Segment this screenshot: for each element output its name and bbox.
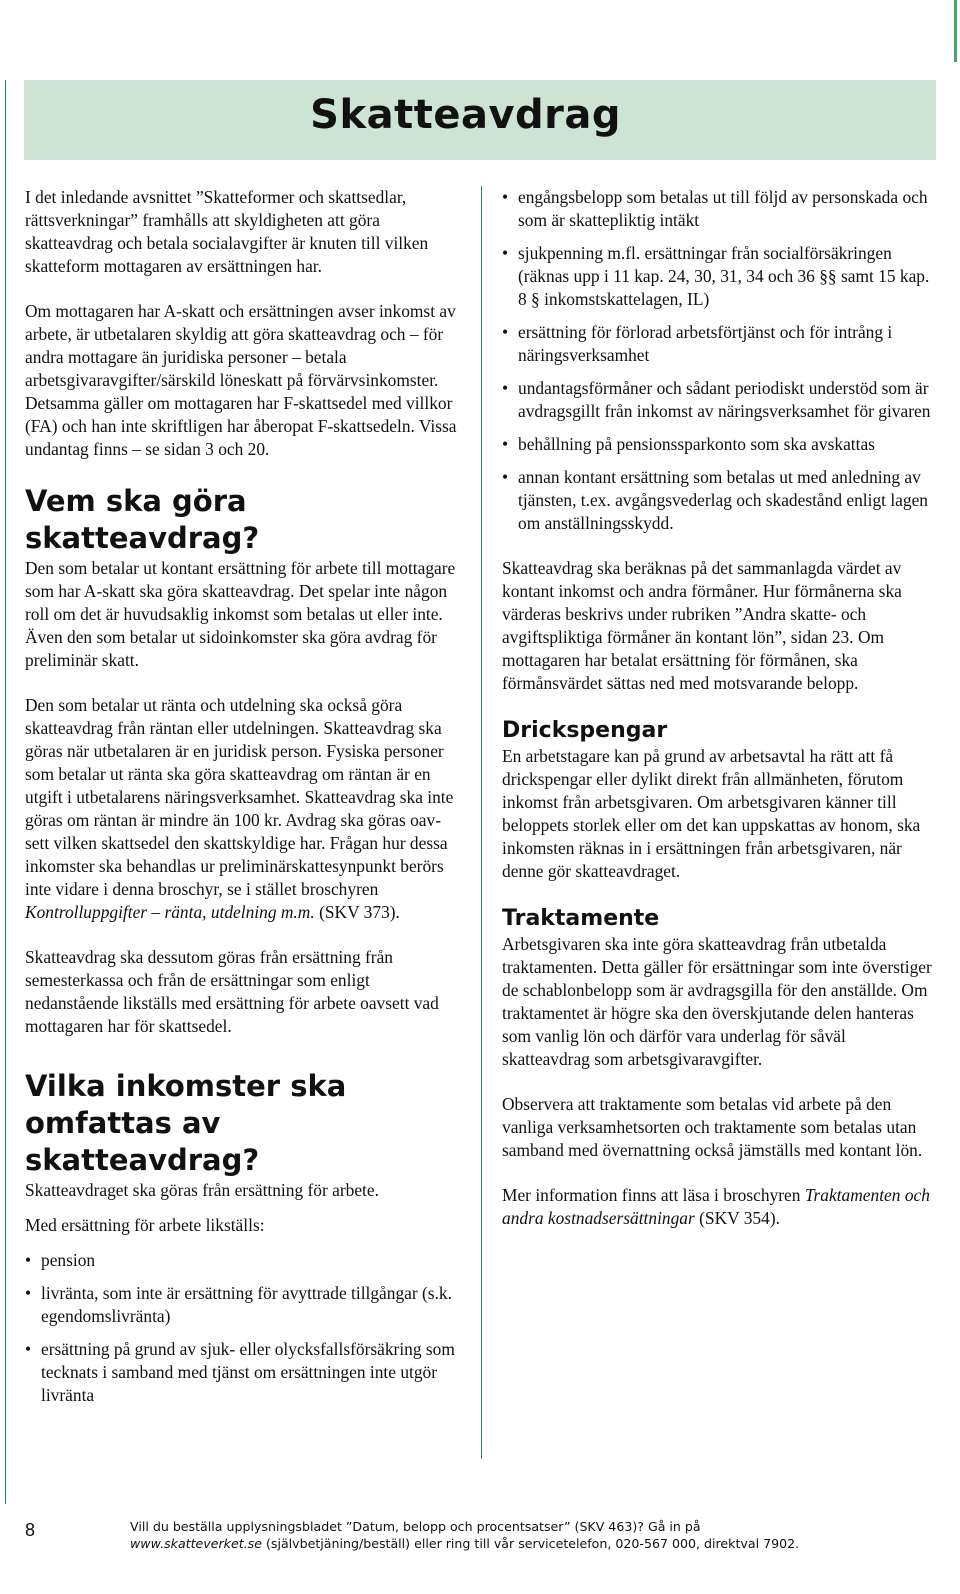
list-item: • behållning på pensionssparkonto som ska avskattas	[502, 433, 934, 456]
footer-contact-text: (självbetjäning/beställ) eller ring till vår servicetelefon, 020-567 000, direktval 7902.	[261, 1536, 800, 1551]
list-item: • engångsbelopp som betalas ut till följd av personskada och som är skattepliktig intäkt	[502, 186, 934, 232]
heading-drickspengar: Drickspengar	[502, 718, 668, 743]
likstalls-paragraph: Med ersättning för arbete likställs:	[25, 1215, 265, 1235]
list-item: • sjukpenning m.fl. ersättningar från socialförsäkringen (räknas upp i 11 kap. 24, 30, 31, 34 och 36 §§ samt 15 kap. 8 § inkomstskattelagen, IL)	[502, 242, 934, 311]
right-edge-mark	[954, 0, 957, 62]
page-title: Skatteavdrag	[310, 92, 621, 138]
list-item: • ersättning för förlorad arbetsförtjänst och för intrång i näringsverksamhet	[502, 321, 934, 367]
drickspengar-paragraph: En arbetstagare kan på grund av arbetsavtal ha rätt att få drickspengar eller dylikt direkt från allmänheten, förutom inkomst från arbetsgivaren. Om arbetsgivaren känner till beloppets storlek eller om det kan uppskattas av honom, ska inkomsten räknas in i ersättningen från arbetsgivaren, när denne gör skatteavdraget.	[502, 746, 921, 881]
left-bullet-list	[25, 1249, 459, 1407]
vilka-paragraph: Skatteavdraget ska göras från ersättning för arbete.	[25, 1180, 379, 1200]
list-item: • livränta, som inte är ersättning för avyttrade tillgångar (s.k. egendomslivränta)	[25, 1282, 459, 1328]
left-column	[25, 186, 459, 1417]
ranta-text: Den som betalar ut ränta och utdelning ska också göra skatteavdrag från räntan eller utdelningen. Skatteavdrag ska göras när utbetalaren är en juridisk person. Fysiska personer som betalar ut ränta ska göra skatteavdrag om räntan är en utgift i utbetalarens näringsverksamhet. Skatteavdrag ska inte göras om räntan är mindre än 100 kr. Avdrag ska göras oavsett vilken skattsedel den skattskyldige har. Frågan hur dessa inkomster ska behandlas ur preliminärskattesynpunkt berörs inte vidare i denna broschyr, se i stället broschyren	[25, 695, 454, 899]
left-edge-rule	[5, 80, 6, 1504]
ranta-paragraph	[25, 694, 459, 924]
column-divider	[481, 186, 482, 1459]
footer-line-1: Vill du beställa upplysningsbladet ”Datum, belopp och procentsatser” (SKV 463)? Gå in på	[130, 1519, 701, 1534]
berakning-paragraph: Skatteavdrag ska beräknas på det sammanlagda värdet av kontant inkomst och andra förmåner. Hur förmånerna ska värderas beskrivs under rubriken ”Andra skatte- och avgiftspliktiga förmåner än kontant lön”, sidan 23. Om mottagaren har betalat ersättning för förmånen, ska förmånsvärdet sättas ned med motsvarande belopp.	[502, 558, 902, 693]
mer-info-paragraph	[502, 1184, 934, 1230]
page-number: 8	[25, 1520, 36, 1540]
ranta-end: (SKV 373).	[319, 902, 400, 922]
right-bullet-list	[502, 186, 934, 535]
mer-info-text: Mer information finns att läsa i broschyren	[502, 1185, 801, 1205]
heading-traktamente: Traktamente	[502, 906, 660, 931]
heading-vilka: Vilka inkomster ska omfattas av skatteavdrag?	[25, 1069, 347, 1177]
vem-paragraph: Den som betalar ut kontant ersättning för arbete till mottagare som har A-skatt ska göra skatteavdrag. Det spelar inte någon roll om det är huvudsaklig inkomst som betalas ut eller inte. Även den som betalar ut sidoinkomster ska göra avdrag för preliminär skatt.	[25, 558, 456, 670]
observera-paragraph: Observera att traktamente som betalas vid arbete på den vanliga verksamhetsorten och traktamente som betalas utan samband med övernattning också jämställs med kontant lön.	[502, 1094, 923, 1160]
semester-paragraph: Skatteavdrag ska dessutom göras från ersättning från semesterkassa och från de ersättningar som enligt nedanstående likställs med ersättning för arbete oavsett vad mottagaren har för skattsedel.	[25, 947, 439, 1036]
list-item: • ersättning på grund av sjuk- eller olycksfallsförsäkring som tecknats i samband med tjänst om ersättningen inte utgör livränta	[25, 1338, 459, 1407]
list-item: • annan kontant ersättning som betalas ut med anledning av tjänsten, t.ex. avgångsvederlag och skadestånd enligt lagen om anställningsskydd.	[502, 466, 934, 535]
list-item: • undantagsförmåner och sådant periodiskt understöd som är avdragsgillt från inkomst av näringsverksamhet för givaren	[502, 377, 934, 423]
right-column	[502, 186, 934, 1252]
footer-url-link[interactable]: www.skatteverket.se	[130, 1536, 262, 1551]
askatt-paragraph: Om mottagaren har A-skatt och ersättningen avser inkomst av arbete, är utbetalaren skyldig att göra skatteavdrag och – för andra mottagare än juridiska personer – betala arbetsgivaravgifter/särskild löneskatt på förvärvsinkomster. Detsamma gäller om mottagaren har F-skattsedel med villkor (FA) och han inte skriftligen har åberopat F-skattsedeln. Vissa undantag finns – se sidan 3 och 20.	[25, 301, 457, 459]
traktamente-paragraph: Arbetsgivaren ska inte göra skatteavdrag från utbetalda traktamenten. Detta gäller för ersättningar som inte överstiger de schablonbelopp som är avdragsgilla för den anställde. Om traktamentet är högre ska den överskjutande delen hanteras som vanlig lön och därför vara underlag för såväl skatteavdrag som arbetsgivaravgifter.	[502, 934, 932, 1069]
heading-vem: Vem ska göra skatteavdrag?	[25, 484, 260, 555]
mer-info-end: (SKV 354).	[699, 1208, 780, 1228]
ranta-brochure-ref: Kontrolluppgifter – ränta, utdelning m.m.	[25, 902, 315, 922]
intro-paragraph: I det inledande avsnittet ”Skatteformer och skattsedlar, rättsverkningar” framhålls att skyldigheten att göra skatteavdrag och betala socialavgifter är knuten till vilken skatteform mottagaren av ersättningen har.	[25, 187, 429, 276]
list-item: • pension	[25, 1249, 459, 1272]
footer-note	[130, 1518, 890, 1552]
title-banner	[24, 80, 936, 160]
footer-line-2	[130, 1535, 890, 1552]
mer-info-brochure-ref: Traktamenten och andra kostnadsersättningar	[502, 1185, 930, 1228]
